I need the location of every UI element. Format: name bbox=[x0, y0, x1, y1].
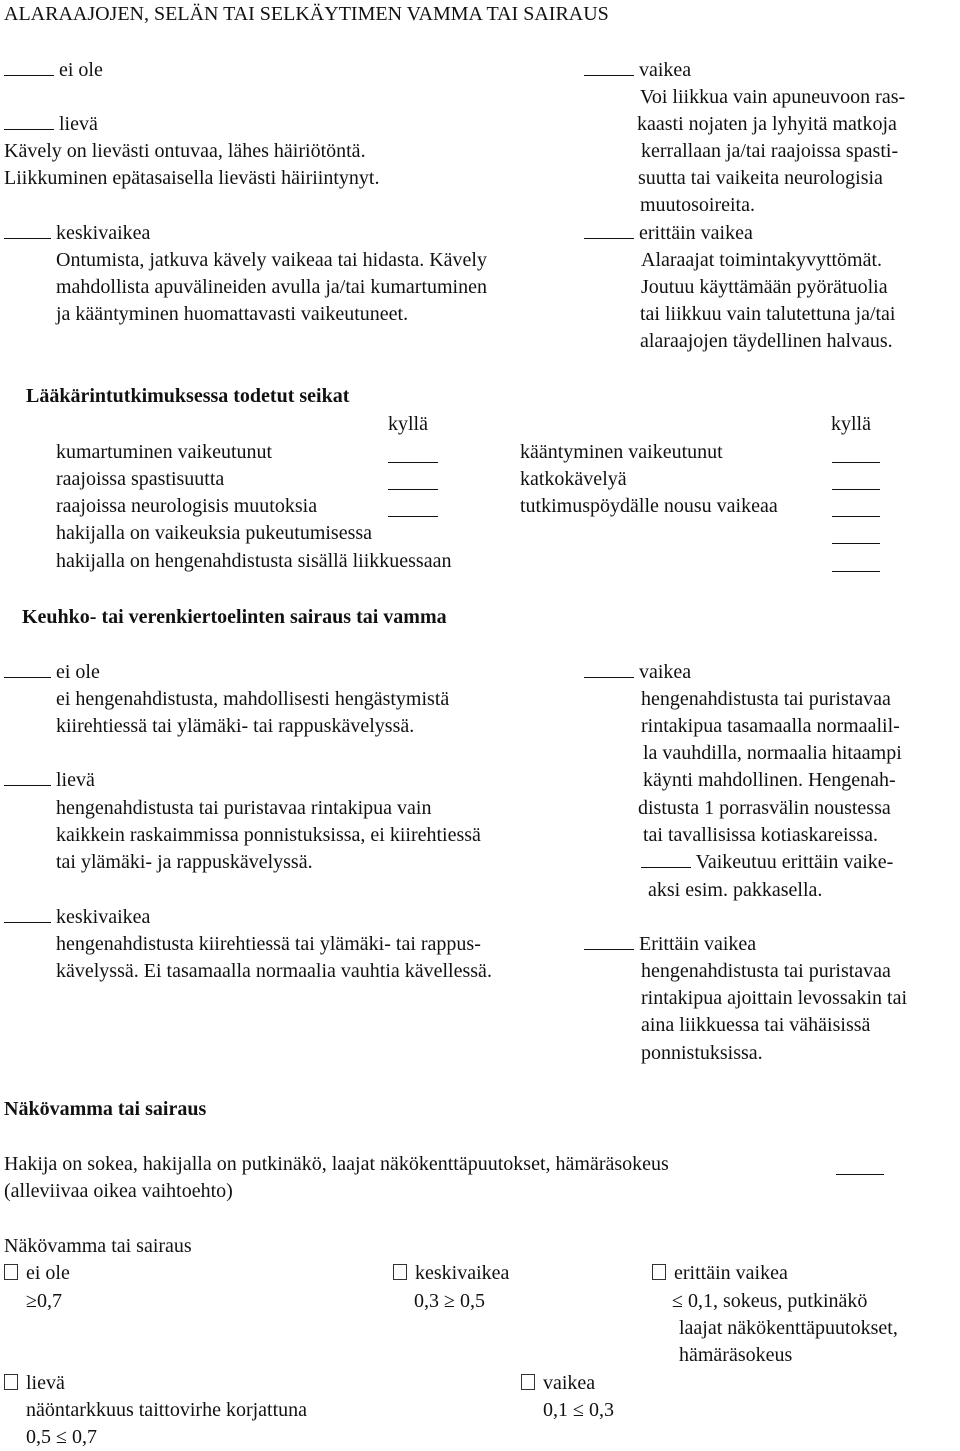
option-vaikea: vaikea bbox=[584, 659, 691, 686]
checkbox-ei-ole[interactable]: ei ole bbox=[4, 1260, 70, 1287]
finding-item: katkokävelyä bbox=[520, 468, 627, 490]
option-desc: kiirehtiessä tai ylämäki- tai rappuskävelyssä. bbox=[56, 715, 415, 737]
option-desc: Alaraajat toimintakyvyttömät. bbox=[641, 249, 883, 271]
option-lieva: lievä bbox=[4, 767, 95, 794]
sokea-instruction: (alleviivaa oikea vaihtoehto) bbox=[4, 1180, 233, 1202]
option-desc: tai ylämäki- ja rappuskävelyssä. bbox=[56, 851, 313, 873]
vision-value: näöntarkkuus taittovirhe korjattuna bbox=[26, 1399, 308, 1421]
option-desc: tai liikkuu vain talutettuna ja/tai bbox=[640, 303, 896, 325]
checkbox-box[interactable] bbox=[4, 1264, 18, 1280]
section-title-keuhko: Keuhko- tai verenkiertoelinten sairaus tai vamma bbox=[22, 606, 447, 628]
option-desc: ponnistuksissa. bbox=[641, 1042, 763, 1064]
checkbox-box[interactable] bbox=[393, 1264, 407, 1280]
checkbox-box[interactable] bbox=[521, 1374, 535, 1390]
answer-blank[interactable] bbox=[584, 221, 634, 239]
vision-value: laajat näkökenttäpuutokset, bbox=[679, 1317, 898, 1339]
option-ei-ole: ei ole bbox=[4, 659, 100, 686]
option-desc: kaikkein raskaimmissa ponnistuksissa, ei kiirehtiessä bbox=[56, 824, 481, 846]
option-desc: suutta tai vaikeita neurologisia bbox=[638, 167, 883, 189]
option-desc: Ontumista, jatkuva kävely vaikeaa tai hidasta. Kävely bbox=[56, 249, 487, 271]
option-desc: kerrallaan ja/tai raajoissa spasti- bbox=[641, 140, 899, 162]
vision-value: ≤ 0,1, sokeus, putkinäkö bbox=[672, 1290, 868, 1312]
vision-value: 0,3 ≥ 0,5 bbox=[414, 1290, 485, 1312]
answer-blank[interactable] bbox=[584, 58, 634, 76]
answer-blank[interactable] bbox=[4, 905, 51, 923]
finding-item: tutkimuspöydälle nousu vaikeaa bbox=[520, 495, 778, 517]
option-desc: tai tavallisissa kotiaskareissa. bbox=[643, 824, 878, 846]
option-desc: aksi esim. pakkasella. bbox=[648, 879, 823, 901]
option-desc: muutosoireita. bbox=[640, 194, 755, 216]
answer-blank[interactable] bbox=[4, 58, 54, 76]
finding-item: hakijalla on hengenahdistusta sisällä liikkuessaan bbox=[56, 550, 452, 572]
section-title-alaraajat: ALARAAJOJEN, SELÄN TAI SELKÄYTIMEN VAMMA TAI SAIRAUS bbox=[4, 3, 609, 25]
option-desc: la vauhdilla, normaalia hitaampi bbox=[643, 742, 902, 764]
answer-blank[interactable] bbox=[584, 932, 634, 950]
finding-item: hakijalla on vaikeuksia pukeutumisessa bbox=[56, 522, 373, 544]
answer-blank[interactable] bbox=[4, 221, 51, 239]
option-desc: Kävely on lievästi ontuvaa, lähes häiriötöntä. bbox=[4, 140, 366, 162]
option-desc: Joutuu käyttämään pyörätuolia bbox=[641, 276, 888, 298]
option-desc: rintakipua ajoittain levossakin tai bbox=[641, 987, 908, 1009]
option-keskivaikea: keskivaikea bbox=[4, 904, 150, 931]
finding-item: raajoissa neurologisis muutoksia bbox=[56, 495, 318, 517]
option-desc: hengenahdistusta tai puristavaa bbox=[641, 688, 891, 710]
checkbox-keskivaikea[interactable]: keskivaikea bbox=[393, 1260, 509, 1287]
findings-title: Lääkärintutkimuksessa todetut seikat bbox=[26, 385, 350, 407]
finding-item: kääntyminen vaikeutunut bbox=[520, 441, 723, 463]
answer-blank[interactable] bbox=[836, 1174, 884, 1175]
option-erittain-vaikea: erittäin vaikea bbox=[584, 220, 753, 247]
option-desc: distusta 1 porrasvälin noustessa bbox=[638, 797, 891, 819]
section-title-nakovamma: Näkövamma tai sairaus bbox=[4, 1098, 207, 1120]
option-desc: aina liikkuessa tai vähäisissä bbox=[641, 1014, 871, 1036]
vision-value: hämäräsokeus bbox=[679, 1344, 793, 1366]
checkbox-box[interactable] bbox=[652, 1264, 666, 1280]
vision-value: ≥0,7 bbox=[26, 1290, 62, 1312]
option-desc: Liikkuminen epätasaisella lievästi häiriintynyt. bbox=[4, 167, 380, 189]
answer-blank[interactable] bbox=[4, 660, 51, 678]
answer-blank[interactable] bbox=[388, 462, 438, 463]
answer-blank[interactable] bbox=[832, 489, 880, 490]
option-desc: ei hengenahdistusta, mahdollisesti hengästymistä bbox=[56, 688, 450, 710]
option-desc: kaasti nojaten ja lyhyitä matkoja bbox=[637, 113, 897, 135]
checkbox-vaikea[interactable]: vaikea bbox=[521, 1370, 595, 1397]
sokea-question: Hakija on sokea, hakijalla on putkinäkö, laajat näkökenttäpuutokset, hämäräsokeus bbox=[4, 1153, 669, 1175]
option-desc: mahdollista apuvälineiden avulla ja/tai kumartuminen bbox=[56, 276, 487, 298]
checkbox-box[interactable] bbox=[4, 1374, 18, 1390]
option-desc: Voi liikkua vain apuneuvoon ras- bbox=[640, 86, 906, 108]
answer-blank[interactable] bbox=[832, 571, 880, 572]
answer-blank[interactable] bbox=[388, 516, 438, 517]
column-header-kylla: kyllä bbox=[388, 413, 428, 435]
answer-blank[interactable] bbox=[388, 489, 438, 490]
option-desc: hengenahdistusta tai puristavaa bbox=[641, 960, 891, 982]
column-header-kylla: kyllä bbox=[831, 413, 871, 435]
answer-blank[interactable] bbox=[832, 462, 880, 463]
checkbox-erittain-vaikea[interactable]: erittäin vaikea bbox=[652, 1260, 788, 1287]
option-desc: hengenahdistusta tai puristavaa rintakipua vain bbox=[56, 797, 432, 819]
option-vaikea: vaikea bbox=[584, 57, 691, 84]
answer-blank[interactable] bbox=[832, 543, 880, 544]
option-ei-ole: ei ole bbox=[4, 57, 103, 84]
option-desc: kävelyssä. Ei tasamaalla normaalia vauhtia kävellessä. bbox=[56, 960, 492, 982]
vision-value: 0,5 ≤ 0,7 bbox=[26, 1426, 97, 1448]
finding-item: kumartuminen vaikeutunut bbox=[56, 441, 273, 463]
option-desc: ja kääntyminen huomattavasti vaikeutuneet. bbox=[56, 303, 409, 325]
option-desc: hengenahdistusta kiirehtiessä tai ylämäki- tai rappus- bbox=[56, 933, 481, 955]
option-keskivaikea: keskivaikea bbox=[4, 220, 150, 247]
answer-blank[interactable] bbox=[641, 850, 691, 868]
option-desc: rintakipua tasamaalla normaalil- bbox=[641, 715, 900, 737]
answer-blank[interactable] bbox=[4, 112, 54, 130]
option-desc: käynti mahdollinen. Hengenah- bbox=[643, 769, 896, 791]
finding-item: raajoissa spastisuutta bbox=[56, 468, 225, 490]
answer-blank[interactable] bbox=[832, 516, 880, 517]
answer-blank[interactable] bbox=[4, 768, 51, 786]
vision-value: 0,1 ≤ 0,3 bbox=[543, 1399, 614, 1421]
vision-subtitle: Näkövamma tai sairaus bbox=[4, 1235, 192, 1257]
answer-blank[interactable] bbox=[584, 660, 634, 678]
option-lieva: lievä bbox=[4, 111, 98, 138]
option-erittain-vaikea: Erittäin vaikea bbox=[584, 931, 756, 958]
option-desc: alaraajojen täydellinen halvaus. bbox=[640, 330, 893, 352]
checkbox-lieva[interactable]: lievä bbox=[4, 1370, 65, 1397]
option-vaikeutuu: Vaikeutuu erittäin vaike- bbox=[641, 849, 893, 876]
